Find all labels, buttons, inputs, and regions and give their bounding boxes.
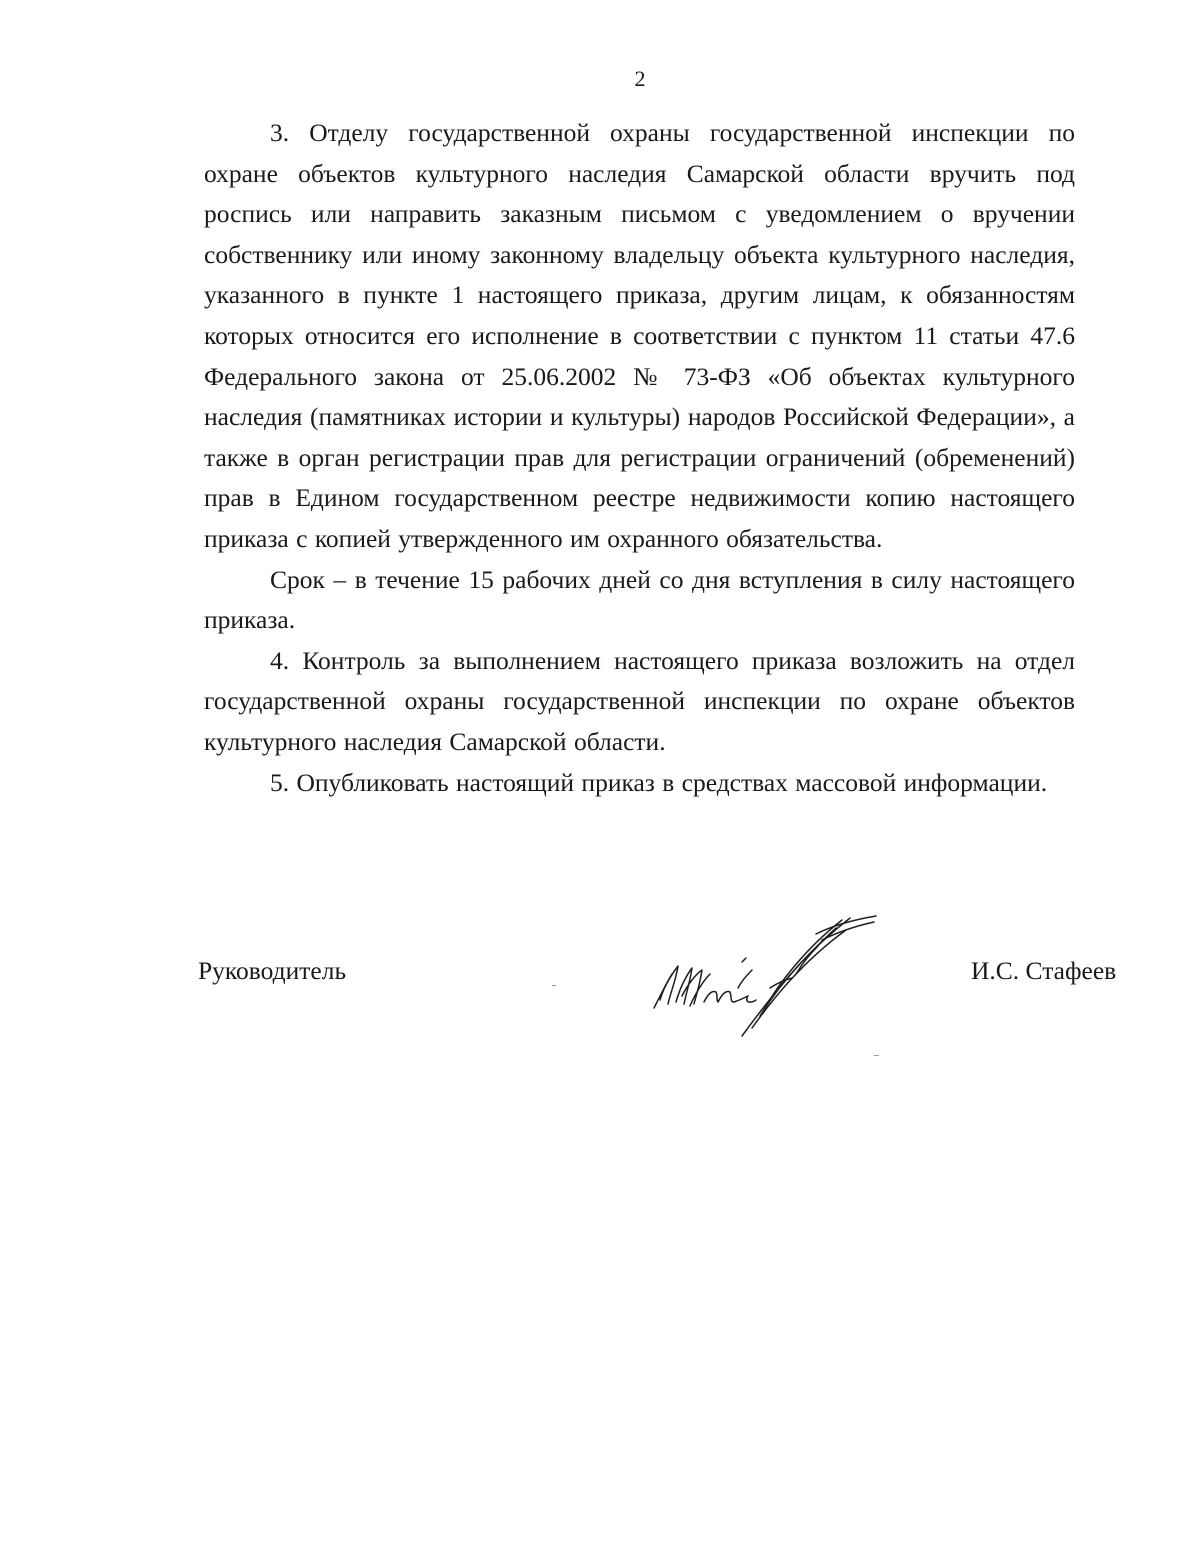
paragraph-item-5: 5. Опубликовать настоящий приказ в средствах массовой информации. xyxy=(270,767,1048,797)
signer-name: И.С. Стафеев xyxy=(971,956,1117,985)
document-body xyxy=(204,113,1075,803)
signature-block xyxy=(0,952,1200,1072)
signer-position: Руководитель xyxy=(198,956,347,985)
paragraph-item-4: 4. Контроль за выполнением настоящего приказа возложить на отдел государственной охраны государственной инспекции по охране объектов культурного наследия Самарской области. xyxy=(204,645,1075,756)
paragraph-item-3: 3. Отделу государственной охраны государственной инспекции по охране объектов культурного наследия Самарской области вручить под роспись или направить заказным письмом с уведомлением о вручении собственнику или иному законному владельцу объекта культурного наследия, указанного в пункте 1 настоящего приказа, другим лицам, к обязанностям которых относится его исполнение в соответствии с пунктом 11 статьи 47.6 Федерального закона от 25.06.2002 № 73-ФЗ «Об объектах культурного наследия (памятниках истории и культуры) народов Российской Федерации», а также в орган регистрации прав для регистрации ограничений (обременений) прав в Едином государственном реестре недвижимости копию настоящего приказа с копией утвержденного им охранного обязательства. xyxy=(204,118,1075,553)
scan-artifact xyxy=(874,1055,879,1056)
page-number: 2 xyxy=(634,66,646,91)
paragraph-deadline: Срок – в течение 15 рабочих дней со дня вступления в силу настоящего приказа. xyxy=(204,564,1075,635)
handwritten-signature-icon xyxy=(646,914,882,1044)
scan-artifact xyxy=(552,985,556,986)
